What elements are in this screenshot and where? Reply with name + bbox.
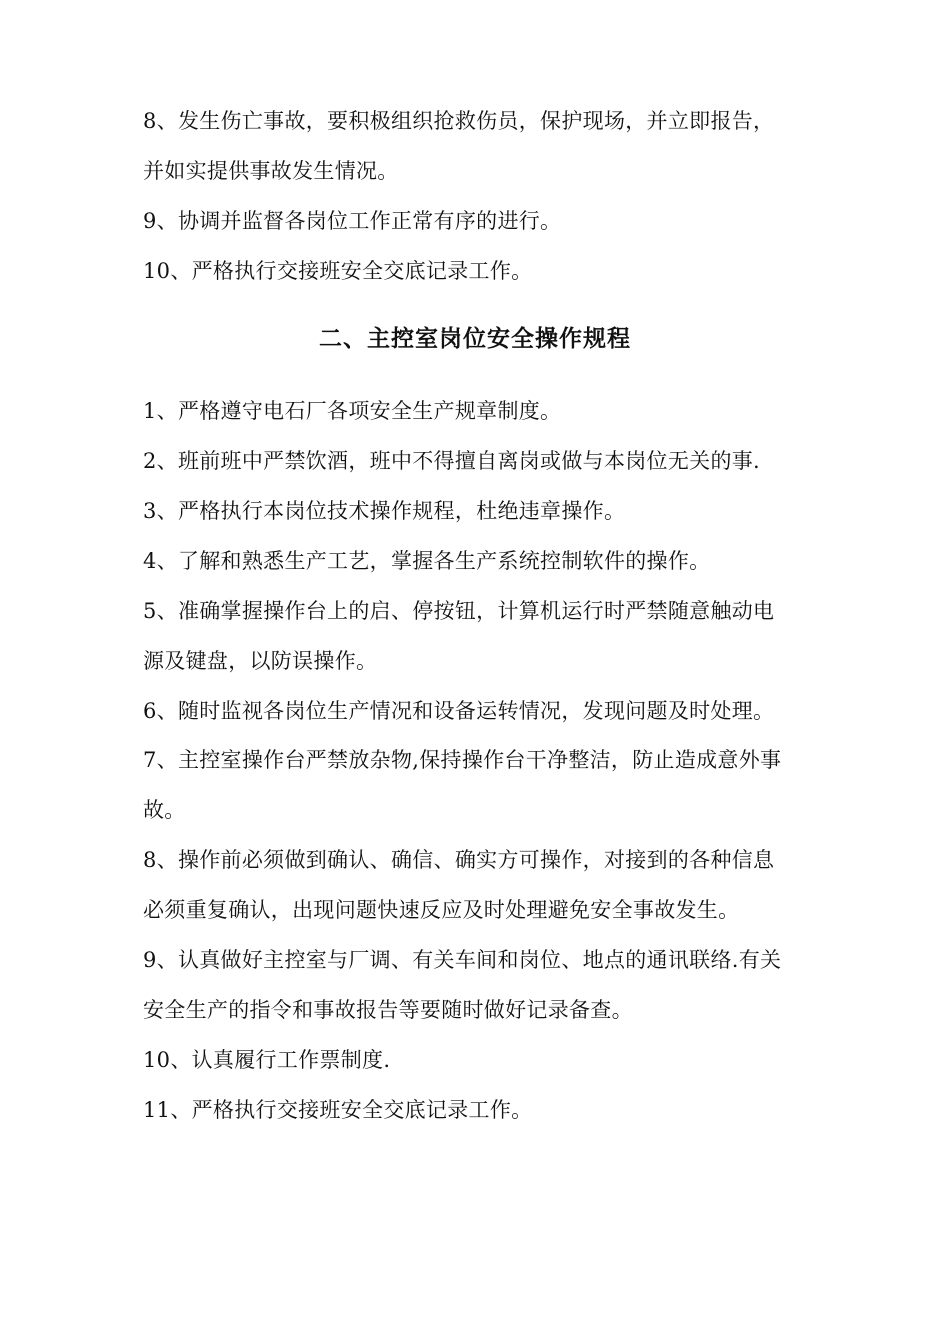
section-heading: 二、主控室岗位安全操作规程	[319, 326, 631, 352]
paragraph-line: 5、准确掌握操作台上的启、停按钮，计算机运行时严禁随意触动电	[143, 599, 775, 623]
paragraph-line: 2、班前班中严禁饮酒，班中不得擅自离岗或做与本岗位无关的事.	[143, 449, 761, 473]
paragraph-line: 8、发生伤亡事故，要积极组织抢救伤员，保护现场，并立即报告，	[143, 109, 775, 133]
paragraph-line: 并如实提供事故发生情况。	[143, 159, 399, 183]
paragraph-line: 3、严格执行本岗位技术操作规程，杜绝违章操作。	[143, 499, 626, 523]
paragraph-line: 4、了解和熟悉生产工艺，掌握各生产系统控制软件的操作。	[143, 549, 711, 573]
paragraph-line: 1、严格遵守电石厂各项安全生产规章制度。	[143, 399, 562, 423]
paragraph-line: 9、认真做好主控室与厂调、有关车间和岗位、地点的通讯联络.有关	[143, 948, 782, 972]
paragraph-line: 11、严格执行交接班安全交底记录工作。	[143, 1098, 533, 1122]
paragraph-line: 10、严格执行交接班安全交底记录工作。	[143, 259, 533, 283]
paragraph-line: 8、操作前必须做到确认、确信、确实方可操作，对接到的各种信息	[143, 848, 775, 872]
paragraph-line: 源及键盘，以防误操作。	[143, 649, 378, 673]
paragraph-line: 7、主控室操作台严禁放杂物,保持操作台干净整洁，防止造成意外事	[143, 748, 782, 772]
paragraph-line: 必须重复确认，出现问题快速反应及时处理避免安全事故发生。	[143, 898, 740, 922]
paragraph-line: 安全生产的指令和事故报告等要随时做好记录备查。	[143, 998, 633, 1022]
paragraph-line: 9、协调并监督各岗位工作正常有序的进行。	[143, 209, 562, 233]
paragraph-line: 10、认真履行工作票制度.	[143, 1048, 391, 1072]
paragraph-line: 故。	[143, 798, 186, 822]
paragraph-line: 6、随时监视各岗位生产情况和设备运转情况，发现问题及时处理。	[143, 699, 775, 723]
